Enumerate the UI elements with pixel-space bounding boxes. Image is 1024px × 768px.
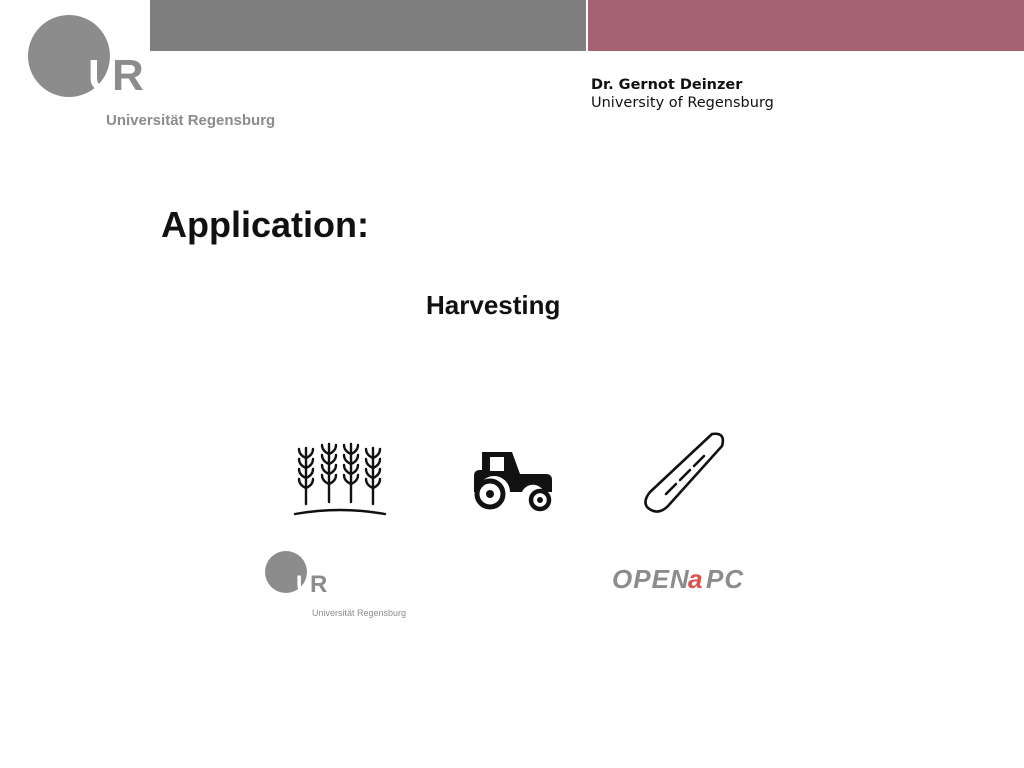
author-affiliation: University of Regensburg bbox=[591, 95, 774, 111]
small-logo-initials-u: U bbox=[296, 571, 314, 598]
logo-initials-r: R bbox=[112, 51, 144, 100]
small-logo-university-name: Universität Regensburg bbox=[312, 608, 407, 618]
header-bar-rose bbox=[588, 0, 1024, 51]
tractor-icon bbox=[470, 448, 556, 512]
openapc-text-mark: a bbox=[688, 564, 703, 594]
openapc-logo bbox=[612, 560, 752, 596]
slide-title: Application: bbox=[161, 204, 369, 245]
bread-icon bbox=[640, 428, 730, 516]
slide-subtitle: Harvesting bbox=[426, 290, 561, 320]
author-block bbox=[591, 76, 774, 112]
logo-initials-u: U bbox=[88, 51, 120, 100]
small-logo-initials-r: R bbox=[310, 571, 328, 598]
university-logo-small bbox=[262, 548, 422, 622]
university-logo bbox=[24, 12, 284, 132]
openapc-text-pc: PC bbox=[706, 564, 745, 594]
logo-university-name: Universität Regensburg bbox=[106, 112, 276, 129]
wheat-icon bbox=[290, 440, 390, 520]
author-name: Dr. Gernot Deinzer bbox=[591, 77, 743, 93]
openapc-text-open: OPEN bbox=[612, 564, 690, 594]
